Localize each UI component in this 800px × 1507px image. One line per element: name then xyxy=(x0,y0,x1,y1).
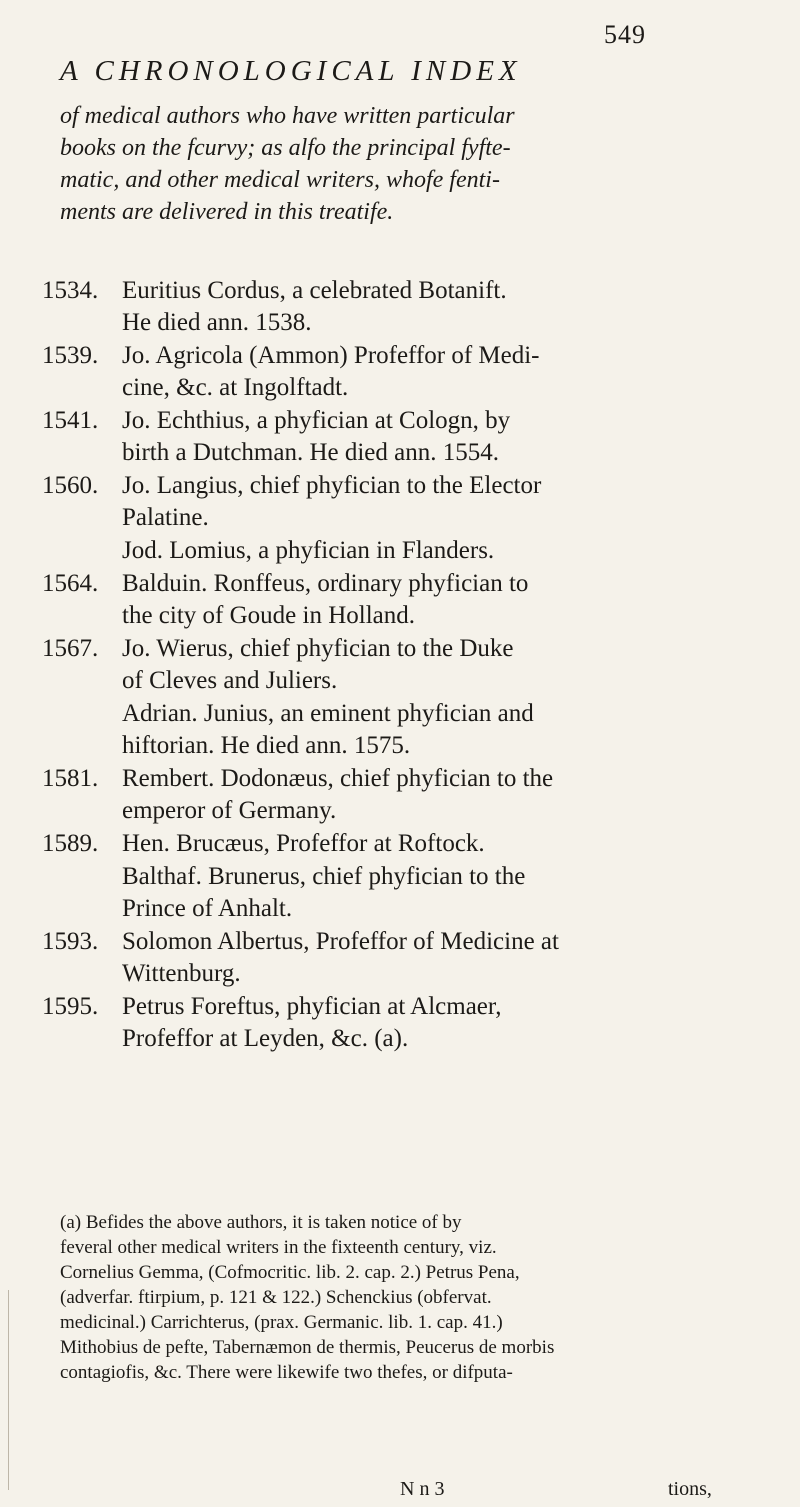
entry-year: 1560. xyxy=(42,472,99,499)
entry-line: Balduin. Ronffeus, ordinary phyfician to xyxy=(122,570,529,597)
footnote-line: (a) Befides the above authors, it is taken notice of by xyxy=(60,1212,462,1233)
entry-text xyxy=(122,405,762,469)
entry-text xyxy=(122,568,762,632)
entry-text xyxy=(122,926,762,990)
page-heading: A CHRONOLOGICAL INDEX xyxy=(60,55,522,87)
entry-line: Balthaf. Brunerus, chief phyfician to the xyxy=(122,863,526,890)
entry-line: Euritius Cordus, a celebrated Botanift. xyxy=(122,277,507,304)
index-entry xyxy=(42,340,762,404)
entry-text xyxy=(122,828,762,860)
entry-line: birth a Dutchman. He died ann. 1554. xyxy=(122,439,499,466)
index-entry xyxy=(42,698,762,762)
entry-line: Petrus Foreftus, phyfician at Alcmaer, xyxy=(122,993,502,1020)
footnote-line: medicinal.) Carrichterus, (prax. Germanic. lib. 1. cap. 41.) xyxy=(60,1312,503,1333)
entry-year xyxy=(42,861,122,925)
entry-year: 1595. xyxy=(42,993,99,1020)
index-entry xyxy=(42,633,762,697)
entry-line: Jo. Wierus, chief phyfician to the Duke xyxy=(122,635,514,662)
entry-line: Rembert. Dodonæus, chief phyfician to the xyxy=(122,765,554,792)
index-entry xyxy=(42,275,762,339)
entry-year: 1541. xyxy=(42,407,99,434)
entry-text xyxy=(122,763,762,827)
signature-mark: N n 3 xyxy=(400,1478,445,1500)
index-entry xyxy=(42,926,762,990)
entry-year: 1567. xyxy=(42,635,99,662)
index-entry xyxy=(42,828,762,860)
footnote-line: (adverfar. ftirpium, p. 121 & 122.) Schenckius (obfervat. xyxy=(60,1287,492,1308)
entry-line: Jo. Agricola (Ammon) Profeffor of Medi- xyxy=(122,342,540,369)
gutter-shadow xyxy=(8,1290,9,1490)
page-number: 549 xyxy=(604,20,646,49)
footnote-line: Mithobius de pefte, Tabernæmon de thermis, Peucerus de morbis xyxy=(60,1337,555,1358)
entry-text xyxy=(122,340,762,404)
footnote-line: Cornelius Gemma, (Cofmocritic. lib. 2. cap. 2.) Petrus Pena, xyxy=(60,1262,520,1283)
index-entry xyxy=(42,991,762,1055)
entry-year: 1564. xyxy=(42,570,99,597)
index-entry xyxy=(42,470,762,534)
entry-line: Profeffor at Leyden, &c. (a). xyxy=(122,1025,409,1052)
entry-year: 1539. xyxy=(42,342,99,369)
entry-year: 1593. xyxy=(42,928,99,955)
subtitle-line: matic, and other medical writers, whofe fenti- xyxy=(60,167,500,193)
index-entry xyxy=(42,568,762,632)
heading-subtitle xyxy=(60,100,755,228)
catchword: tions, xyxy=(668,1478,712,1500)
entry-text xyxy=(122,275,762,339)
entry-text xyxy=(122,633,762,697)
entry-text xyxy=(122,535,762,567)
index-entry xyxy=(42,405,762,469)
subtitle-line: books on the fcurvy; as alfo the principal fyfte- xyxy=(60,135,511,161)
entry-line: Prince of Anhalt. xyxy=(122,895,293,922)
entry-year: 1589. xyxy=(42,830,99,857)
entry-line: the city of Goude in Holland. xyxy=(122,602,415,629)
entry-year: 1534. xyxy=(42,277,99,304)
entry-line: of Cleves and Juliers. xyxy=(122,667,338,694)
entry-line: Hen. Brucæus, Profeffor at Roftock. xyxy=(122,830,485,857)
footnote xyxy=(60,1210,760,1385)
entry-line: Wittenburg. xyxy=(122,960,241,987)
entry-line: emperor of Germany. xyxy=(122,797,337,824)
subtitle-line: ments are delivered in this treatife. xyxy=(60,199,394,225)
entry-text xyxy=(122,698,762,762)
index-entry xyxy=(42,535,762,567)
entry-line: Jo. Langius, chief phyfician to the Elector xyxy=(122,472,542,499)
entry-line: hiftorian. He died ann. 1575. xyxy=(122,732,411,759)
index-entry xyxy=(42,763,762,827)
entry-year xyxy=(42,698,122,762)
footnote-line: feveral other medical writers in the fixteenth century, viz. xyxy=(60,1237,497,1258)
entry-year xyxy=(42,535,122,567)
author-index-list xyxy=(42,275,762,1056)
entry-line: Jod. Lomius, a phyfician in Flanders. xyxy=(122,537,495,564)
footnote-line: contagiofis, &c. There were likewife two thefes, or difputa- xyxy=(60,1362,513,1383)
entry-text xyxy=(122,470,762,534)
entry-line: He died ann. 1538. xyxy=(122,309,312,336)
subtitle-line: of medical authors who have written particular xyxy=(60,103,515,129)
entry-line: cine, &c. at Ingolftadt. xyxy=(122,374,349,401)
entry-line: Solomon Albertus, Profeffor of Medicine at xyxy=(122,928,559,955)
index-entry xyxy=(42,861,762,925)
entry-line: Palatine. xyxy=(122,504,209,531)
entry-text xyxy=(122,991,762,1055)
entry-line: Jo. Echthius, a phyfician at Cologn, by xyxy=(122,407,511,434)
entry-year: 1581. xyxy=(42,765,99,792)
entry-text xyxy=(122,861,762,925)
entry-line: Adrian. Junius, an eminent phyfician and xyxy=(122,700,534,727)
